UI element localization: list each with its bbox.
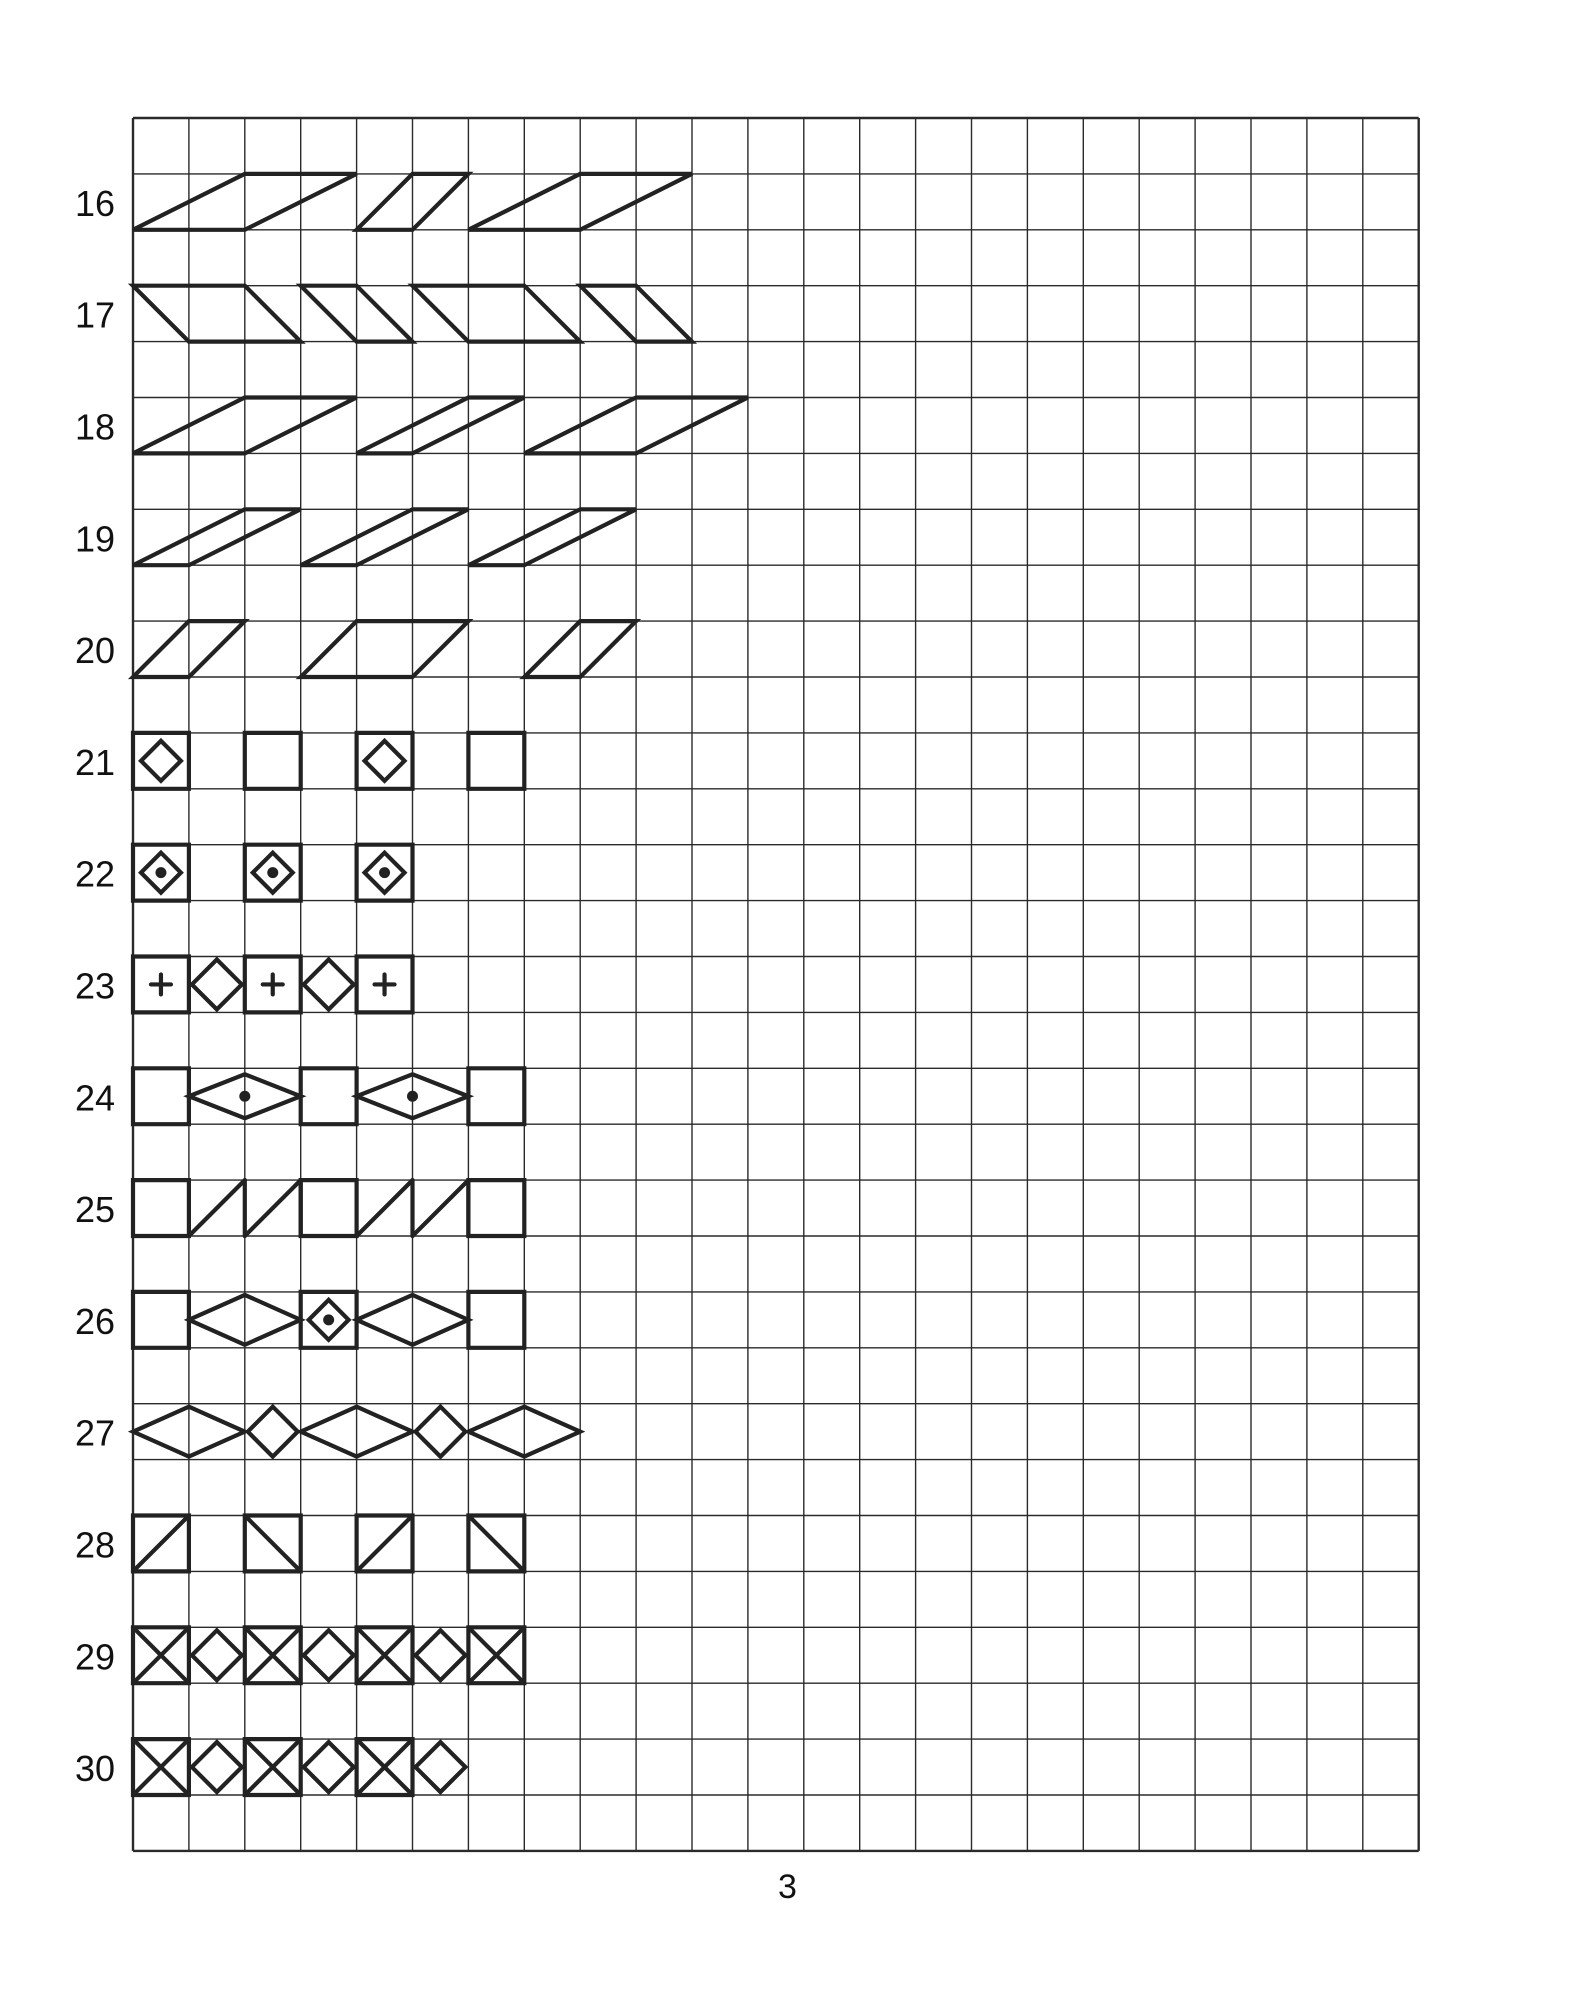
slash-diagonal [357, 1516, 413, 1572]
exercise-number: 23 [74, 965, 115, 1007]
exercise-number: 28 [74, 1524, 115, 1566]
exercise-number: 27 [74, 1412, 115, 1454]
diamond-shape [304, 960, 354, 1010]
exercise-number: 26 [74, 1300, 115, 1342]
inner-diamond-shape [365, 741, 405, 781]
square-shape [301, 1180, 357, 1236]
inner-diamond-shape [141, 741, 181, 781]
pattern-shapes [133, 174, 748, 1795]
diamond-shape [248, 1407, 298, 1457]
exercise-number: 30 [74, 1748, 115, 1790]
parallelogram-left-shape [413, 286, 581, 342]
parallelogram-right-shape [133, 509, 301, 565]
exercise-number: 17 [74, 294, 115, 336]
square-shape [468, 1068, 524, 1124]
parallelogram-right-shape [468, 509, 636, 565]
zigzag-diagonal [245, 1180, 301, 1236]
diamond-shape [192, 960, 242, 1010]
square-shape [468, 1180, 524, 1236]
exercise-number: 24 [74, 1077, 115, 1119]
parallelogram-right-shape [301, 509, 469, 565]
parallelogram-left-shape [133, 286, 301, 342]
exercise-number: 19 [74, 518, 115, 560]
page-number: 3 [778, 1868, 797, 1906]
slash-diagonal [133, 1516, 189, 1572]
center-dot [267, 867, 278, 878]
diamond-shape [192, 1742, 242, 1792]
square-shape [468, 1292, 524, 1348]
square-shape [133, 1292, 189, 1348]
center-dot [379, 867, 390, 878]
zigzag-diagonal [357, 1180, 413, 1236]
exercise-number: 16 [74, 182, 115, 224]
backslash-diagonal [468, 1516, 524, 1572]
diamond-shape [304, 1742, 354, 1792]
diamond-shape [416, 1630, 466, 1680]
square-shape [245, 733, 301, 789]
grid-lines [133, 118, 1419, 1851]
exercise-number: 25 [74, 1189, 115, 1231]
diamond-shape [304, 1630, 354, 1680]
zigzag-diagonal [189, 1180, 245, 1236]
diamond-shape [192, 1630, 242, 1680]
center-dot [323, 1314, 334, 1325]
parallelogram-right-shape [301, 621, 469, 677]
parallelogram-right-shape [357, 398, 525, 454]
eye-dot [407, 1091, 418, 1102]
square-shape [468, 733, 524, 789]
center-dot [155, 867, 166, 878]
diamond-shape [416, 1407, 466, 1457]
exercise-number: 22 [74, 853, 115, 895]
backslash-diagonal [245, 1516, 301, 1572]
exercise-number: 18 [74, 406, 115, 448]
square-shape [133, 1180, 189, 1236]
exercise-number: 21 [74, 741, 115, 783]
zigzag-diagonal [413, 1180, 469, 1236]
eye-dot [239, 1091, 250, 1102]
exercise-number: 29 [74, 1636, 115, 1678]
square-shape [301, 1068, 357, 1124]
row-labels [75, 183, 115, 1789]
exercise-number: 20 [74, 630, 115, 672]
square-shape [133, 1068, 189, 1124]
diamond-shape [416, 1742, 466, 1792]
